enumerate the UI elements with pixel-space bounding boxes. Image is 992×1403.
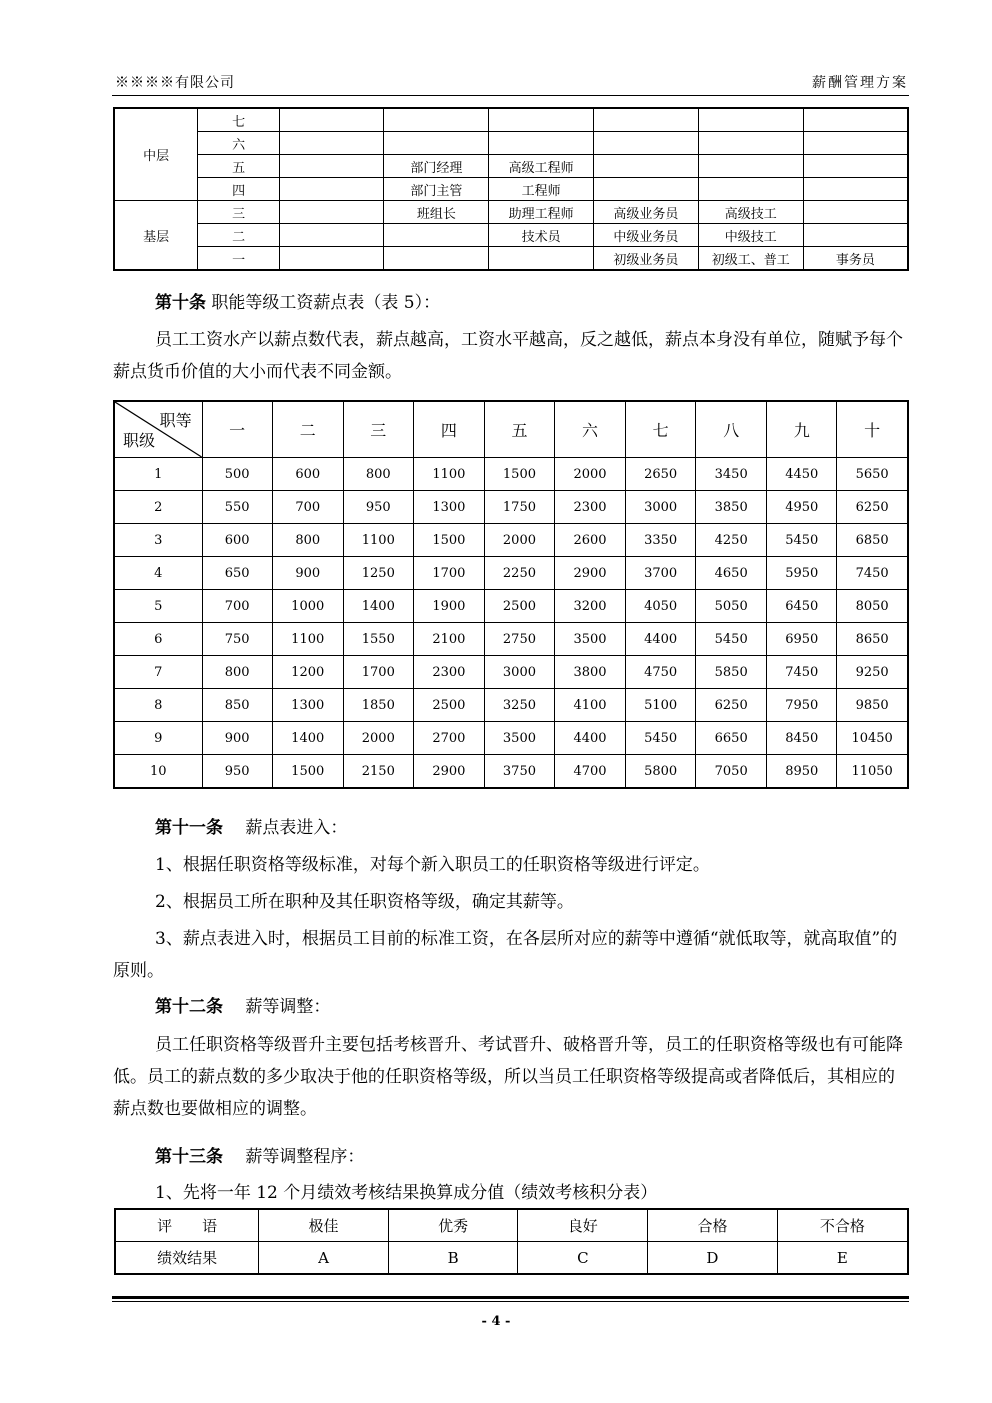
- table-row: [114, 623, 908, 656]
- column-header: 七: [626, 401, 696, 458]
- table-cell: 2000: [555, 458, 626, 491]
- table-cell: [384, 224, 489, 247]
- article12-heading: [113, 991, 909, 1023]
- grade-cell: 二: [198, 224, 280, 247]
- group-cell: 基层: [114, 201, 198, 271]
- table-cell: 4750: [626, 656, 696, 689]
- table-cell: [803, 108, 908, 132]
- table-cell: 6950: [767, 623, 837, 656]
- table-cell: 2000: [343, 722, 413, 755]
- row-header: 4: [114, 557, 202, 590]
- table-cell: [279, 247, 384, 271]
- table-cell: [594, 178, 699, 201]
- table-cell: 1300: [272, 689, 343, 722]
- table-cell: 事务员: [803, 247, 908, 271]
- table-cell: 5950: [767, 557, 837, 590]
- table-cell: 9850: [837, 689, 908, 722]
- table-row: [114, 458, 908, 491]
- table-cell: 1100: [413, 458, 484, 491]
- salary-point-table: [113, 400, 909, 789]
- table-cell: 1200: [272, 656, 343, 689]
- table-cell: 3000: [626, 491, 696, 524]
- table-cell: 4700: [555, 755, 626, 789]
- table-cell: 5650: [837, 458, 908, 491]
- table-cell: 550: [202, 491, 272, 524]
- table-cell: A: [259, 1242, 389, 1275]
- table-cell: 950: [202, 755, 272, 789]
- table-row: [114, 656, 908, 689]
- table-row: [114, 247, 908, 271]
- table-cell: 900: [202, 722, 272, 755]
- table-cell: [489, 132, 594, 155]
- table-header-row: [114, 401, 908, 458]
- article-number: 第十条: [155, 293, 206, 313]
- table-cell: 3200: [555, 590, 626, 623]
- table-cell: 800: [343, 458, 413, 491]
- page-header: [115, 72, 908, 92]
- table-cell: 1300: [413, 491, 484, 524]
- article-title: 薪等调整程序：: [245, 1147, 365, 1167]
- table-cell: 11050: [837, 755, 908, 789]
- corner-bottom-label: 职级: [123, 431, 156, 450]
- row-header: 7: [114, 656, 202, 689]
- table-cell: 1400: [343, 590, 413, 623]
- table-cell: [384, 108, 489, 132]
- table-row: [115, 1242, 908, 1275]
- table-row: [114, 491, 908, 524]
- table-row: [114, 178, 908, 201]
- table-cell: 4050: [626, 590, 696, 623]
- table-cell: 优秀: [388, 1209, 518, 1242]
- table-cell: 500: [202, 458, 272, 491]
- table-cell: [594, 132, 699, 155]
- grade-cell: 四: [198, 178, 280, 201]
- document-title: 薪酬管理方案: [812, 75, 908, 91]
- table-cell: 技术员: [489, 224, 594, 247]
- table-cell: 1500: [413, 524, 484, 557]
- grade-cell: 五: [198, 155, 280, 178]
- article13-heading: [113, 1141, 909, 1173]
- footer-rule-thin: [112, 1301, 909, 1302]
- table-cell: 1100: [272, 623, 343, 656]
- column-header: 六: [555, 401, 626, 458]
- table-cell: 3250: [484, 689, 554, 722]
- column-header: 九: [767, 401, 837, 458]
- table-cell: 初级业务员: [594, 247, 699, 271]
- table-cell: [803, 224, 908, 247]
- table-cell: [594, 108, 699, 132]
- table-cell: 1550: [343, 623, 413, 656]
- row-label: 评 语: [115, 1209, 259, 1242]
- table-cell: 2500: [413, 689, 484, 722]
- table-cell: 1750: [484, 491, 554, 524]
- article-number: 第十二条: [155, 997, 223, 1017]
- table-cell: 2900: [555, 557, 626, 590]
- table-cell: [279, 224, 384, 247]
- table-cell: 3700: [626, 557, 696, 590]
- table-cell: B: [388, 1242, 518, 1275]
- table-cell: 10450: [837, 722, 908, 755]
- table-cell: 3500: [555, 623, 626, 656]
- table-cell: 5050: [696, 590, 767, 623]
- table-cell: 3350: [626, 524, 696, 557]
- table-row: [114, 689, 908, 722]
- table-row: [114, 524, 908, 557]
- table-cell: [698, 108, 803, 132]
- article12-body: 员工任职资格等级晋升主要包括考核晋升、考试晋升、破格晋升等，员工的任职资格等级也有可能降低。员工的薪点数的多少取决于他的任职资格等级，所以当员工任职资格等级提高或者降低后，其相应的薪点数也要做相应的调整。: [113, 1035, 903, 1119]
- table-cell: 良好: [518, 1209, 648, 1242]
- table-cell: 2100: [413, 623, 484, 656]
- table-cell: 7450: [767, 656, 837, 689]
- table-cell: 助理工程师: [489, 201, 594, 224]
- table-cell: 4400: [555, 722, 626, 755]
- column-header: 三: [343, 401, 413, 458]
- table-cell: 5450: [696, 623, 767, 656]
- table-cell: 2000: [484, 524, 554, 557]
- table-cell: 5800: [626, 755, 696, 789]
- article11-item-3: 3、薪点表进入时，根据员工目前的标准工资，在各层所对应的薪等中遵循“就低取等，就高取值”的原则。: [113, 929, 898, 981]
- table-cell: 不合格: [777, 1209, 908, 1242]
- article13-item-1: 1、先将一年 12 个月绩效考核结果换算成分值（绩效考核积分表）: [155, 1183, 658, 1203]
- column-header: 一: [202, 401, 272, 458]
- table-cell: 6450: [767, 590, 837, 623]
- table-cell: [279, 132, 384, 155]
- table-cell: 4450: [767, 458, 837, 491]
- table-cell: [803, 132, 908, 155]
- table-cell: 600: [272, 458, 343, 491]
- table-row: [114, 722, 908, 755]
- table-cell: 4650: [696, 557, 767, 590]
- table-cell: 1500: [484, 458, 554, 491]
- position-grade-table: [113, 107, 909, 271]
- column-header: 五: [484, 401, 554, 458]
- table-cell: 工程师: [489, 178, 594, 201]
- article11-item-2: 2、根据员工所在职种及其任职资格等级，确定其薪等。: [155, 892, 574, 912]
- table-cell: [279, 108, 384, 132]
- table-cell: 1250: [343, 557, 413, 590]
- column-header: 二: [272, 401, 343, 458]
- table-cell: 6850: [837, 524, 908, 557]
- table-cell: [698, 178, 803, 201]
- table-cell: 初级工、普工: [698, 247, 803, 271]
- grade-cell: 三: [198, 201, 280, 224]
- table-cell: 1500: [272, 755, 343, 789]
- table-cell: 9250: [837, 656, 908, 689]
- row-label: 绩效结果: [115, 1242, 259, 1275]
- column-header: 八: [696, 401, 767, 458]
- table-cell: 2700: [413, 722, 484, 755]
- table-row: [114, 108, 908, 132]
- row-header: 3: [114, 524, 202, 557]
- table-cell: 8450: [767, 722, 837, 755]
- row-header: 1: [114, 458, 202, 491]
- table-cell: 5450: [626, 722, 696, 755]
- table-row: [114, 201, 908, 224]
- table-cell: 部门经理: [384, 155, 489, 178]
- table-cell: 4950: [767, 491, 837, 524]
- table-row: [115, 1209, 908, 1242]
- table-cell: 4100: [555, 689, 626, 722]
- table-cell: 800: [272, 524, 343, 557]
- table-cell: [594, 155, 699, 178]
- table-cell: 合格: [648, 1209, 778, 1242]
- table-cell: 6250: [696, 689, 767, 722]
- article-title: 薪点表进入：: [245, 818, 348, 838]
- table-cell: 5850: [696, 656, 767, 689]
- table-cell: 1400: [272, 722, 343, 755]
- table-row: [114, 155, 908, 178]
- table-cell: 7950: [767, 689, 837, 722]
- table-cell: 3450: [696, 458, 767, 491]
- table-cell: [489, 247, 594, 271]
- table-cell: C: [518, 1242, 648, 1275]
- group-cell: 中层: [114, 108, 198, 201]
- table-cell: 900: [272, 557, 343, 590]
- row-header: 9: [114, 722, 202, 755]
- table-cell: 2150: [343, 755, 413, 789]
- company-name: ※※※※有限公司: [115, 75, 235, 91]
- table-cell: 部门主管: [384, 178, 489, 201]
- header-rule: [112, 95, 909, 96]
- table-cell: 800: [202, 656, 272, 689]
- table-cell: [384, 247, 489, 271]
- table-cell: [279, 201, 384, 224]
- table-cell: 1000: [272, 590, 343, 623]
- article-title: 薪等调整：: [245, 997, 331, 1017]
- grade-cell: 七: [198, 108, 280, 132]
- table-cell: [803, 201, 908, 224]
- table-cell: 中级技工: [698, 224, 803, 247]
- table-cell: 1900: [413, 590, 484, 623]
- column-header: 十: [837, 401, 908, 458]
- table-cell: 3850: [696, 491, 767, 524]
- table-cell: [384, 132, 489, 155]
- grade-cell: 一: [198, 247, 280, 271]
- table-cell: 4400: [626, 623, 696, 656]
- table-cell: [698, 155, 803, 178]
- row-header: 8: [114, 689, 202, 722]
- table-cell: 2650: [626, 458, 696, 491]
- article10-body: 员工工资水产以薪点数代表，薪点越高，工资水平越高，反之越低，薪点本身没有单位，随赋予每个薪点货币价值的大小而代表不同金额。: [113, 330, 903, 382]
- table-cell: 950: [343, 491, 413, 524]
- table-cell: 2500: [484, 590, 554, 623]
- table-row: [114, 755, 908, 789]
- table-row: [114, 224, 908, 247]
- table-cell: [279, 178, 384, 201]
- table-cell: 8950: [767, 755, 837, 789]
- table-cell: E: [777, 1242, 908, 1275]
- grade-cell: 六: [198, 132, 280, 155]
- article10-heading: [113, 287, 909, 319]
- table-cell: 750: [202, 623, 272, 656]
- table-cell: 700: [202, 590, 272, 623]
- table-cell: 5450: [767, 524, 837, 557]
- table-cell: 7050: [696, 755, 767, 789]
- table-cell: [803, 178, 908, 201]
- table-cell: 4250: [696, 524, 767, 557]
- table-cell: 1700: [413, 557, 484, 590]
- row-header: 5: [114, 590, 202, 623]
- table-cell: [803, 155, 908, 178]
- table-cell: 8050: [837, 590, 908, 623]
- table-cell: 5100: [626, 689, 696, 722]
- article-number: 第十三条: [155, 1147, 223, 1167]
- table-cell: 3000: [484, 656, 554, 689]
- table-cell: 极佳: [259, 1209, 389, 1242]
- table-cell: 2600: [555, 524, 626, 557]
- table-cell: 2300: [413, 656, 484, 689]
- table-cell: 1700: [343, 656, 413, 689]
- table-cell: 中级业务员: [594, 224, 699, 247]
- footer-rule-thick: [112, 1296, 909, 1299]
- table-cell: [489, 108, 594, 132]
- table-cell: D: [648, 1242, 778, 1275]
- row-header: 2: [114, 491, 202, 524]
- table-cell: 2750: [484, 623, 554, 656]
- table-cell: 高级技工: [698, 201, 803, 224]
- table-cell: 2900: [413, 755, 484, 789]
- row-header: 10: [114, 755, 202, 789]
- table-cell: 3750: [484, 755, 554, 789]
- table-cell: 600: [202, 524, 272, 557]
- performance-score-table: [114, 1208, 909, 1275]
- column-header: 四: [413, 401, 484, 458]
- article-title: 职能等级工资薪点表（表 5）：: [211, 293, 441, 313]
- table-cell: 1100: [343, 524, 413, 557]
- table-cell: 3500: [484, 722, 554, 755]
- table-row: [114, 590, 908, 623]
- table-cell: 850: [202, 689, 272, 722]
- table-cell: 3800: [555, 656, 626, 689]
- table-row: [114, 557, 908, 590]
- table-cell: [698, 132, 803, 155]
- table-cell: 700: [272, 491, 343, 524]
- table-cell: 高级业务员: [594, 201, 699, 224]
- table-cell: 6250: [837, 491, 908, 524]
- article-number: 第十一条: [155, 818, 223, 838]
- article11-heading: [113, 812, 909, 844]
- corner-top-label: 职等: [159, 411, 192, 430]
- table-cell: [279, 155, 384, 178]
- page-number: - 4 -: [481, 1314, 511, 1329]
- table-cell: 2250: [484, 557, 554, 590]
- table-cell: 1850: [343, 689, 413, 722]
- table-cell: 班组长: [384, 201, 489, 224]
- table-cell: 650: [202, 557, 272, 590]
- table-cell: 2300: [555, 491, 626, 524]
- table-cell: 7450: [837, 557, 908, 590]
- table-row: [114, 132, 908, 155]
- diagonal-header-cell: [114, 401, 202, 458]
- table-cell: 6650: [696, 722, 767, 755]
- article11-item-1: 1、根据任职资格等级标准，对每个新入职员工的任职资格等级进行评定。: [155, 855, 710, 875]
- table-cell: 高级工程师: [489, 155, 594, 178]
- table-cell: 8650: [837, 623, 908, 656]
- row-header: 6: [114, 623, 202, 656]
